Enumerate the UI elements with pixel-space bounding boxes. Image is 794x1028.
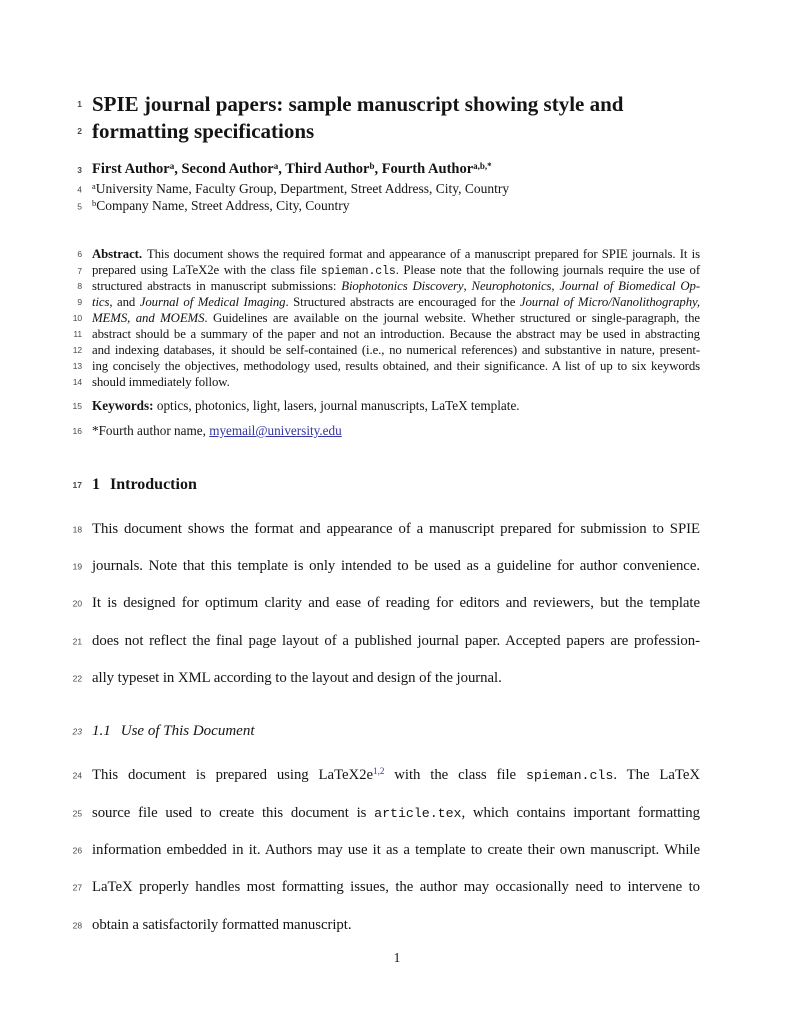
- line-number: 5: [77, 201, 82, 211]
- text-segment: structured abstracts in manuscript submissions:: [92, 279, 342, 293]
- line-content: [92, 342, 700, 358]
- code-text: article.tex: [374, 806, 462, 821]
- manuscript-line: [72, 594, 700, 613]
- text-segment: prepared using LaTeX2e with the class file: [92, 263, 321, 277]
- text-segment: Company Name, Street Address, City, Country: [96, 198, 350, 213]
- line-number: 1: [77, 99, 82, 109]
- text-segment: journals. Note that this template is only intended to be used as a guideline for author convenience.: [92, 558, 700, 574]
- line-number: 11: [73, 329, 82, 339]
- line-number: 12: [72, 345, 82, 355]
- text-segment: 1: [92, 476, 100, 493]
- manuscript-line: [77, 246, 700, 262]
- line-content: [92, 916, 700, 935]
- line-content: [92, 246, 700, 262]
- text-segment: Abstract.: [92, 247, 142, 261]
- citation-link[interactable]: 1,2: [373, 766, 385, 777]
- line-content: [92, 197, 700, 216]
- line-content: [92, 91, 700, 117]
- superscript: a: [169, 160, 175, 171]
- line-content: [92, 310, 700, 326]
- text-segment: . The LaTeX: [613, 767, 700, 783]
- manuscript-line: [77, 197, 700, 216]
- text-segment: ,: [463, 279, 472, 293]
- email-link[interactable]: myemail@university.edu: [209, 423, 342, 438]
- text-segment: This document is prepared using LaTeX2e: [92, 767, 374, 783]
- manuscript-line: [72, 475, 700, 495]
- line-content: [92, 669, 700, 688]
- text-segment: Introduction: [110, 476, 197, 493]
- text-segment: , Fourth Author: [374, 161, 474, 177]
- line-content: [92, 374, 700, 390]
- line-content: [92, 398, 700, 414]
- text-segment: 1.1: [92, 723, 111, 739]
- line-number: 20: [72, 598, 82, 608]
- text-segment: obtain a satisfactorily formatted manuscript.: [92, 917, 352, 933]
- line-content: [92, 766, 700, 786]
- text-segment: source file used to create this document is: [92, 805, 375, 821]
- line-number: 7: [77, 266, 82, 276]
- manuscript-line: [72, 557, 700, 576]
- superscript: a: [273, 160, 279, 171]
- line-number: 24: [72, 770, 82, 781]
- manuscript-line: [73, 326, 700, 342]
- text-segment: ally typeset in XML according to the layout and design of the journal.: [92, 670, 502, 686]
- line-number: 19: [72, 561, 82, 571]
- line-content: [92, 557, 700, 576]
- manuscript-line: [72, 766, 700, 786]
- text-segment: University Name, Faculty Group, Department, Street Address, City, Country: [95, 181, 510, 196]
- text-segment: . Guidelines are available on the journal website. Whether structured or single-paragraph, the: [204, 311, 701, 325]
- manuscript-line: [72, 520, 700, 539]
- line-content: [92, 804, 700, 823]
- line-number: 4: [77, 184, 82, 194]
- manuscript-line: [72, 841, 700, 860]
- line-number: 13: [72, 361, 82, 371]
- line-number: 23: [72, 726, 82, 736]
- superscript: a: [92, 181, 96, 191]
- line-content: [92, 326, 700, 342]
- line-number: 16: [72, 426, 82, 436]
- text-segment: LaTeX properly handles most formatting issues, the author may occasionally need to intervene to: [92, 879, 700, 895]
- text-segment: Journal of Biomedical Op-: [559, 279, 700, 293]
- manuscript-line: [72, 916, 700, 935]
- line-content: [92, 278, 700, 294]
- text-segment: with the class file: [384, 767, 526, 783]
- line-content: [92, 520, 700, 539]
- line-number: 28: [72, 920, 82, 930]
- line-number: 21: [72, 636, 82, 646]
- text-segment: This document shows the required format and appearance of a manuscript prepared for SPIE journals. It is: [146, 247, 700, 261]
- line-content: [92, 632, 700, 651]
- superscript: a,b,*: [473, 160, 492, 171]
- manuscript-line: [77, 294, 700, 310]
- manuscript-line: [72, 632, 700, 651]
- manuscript-line: [72, 358, 700, 374]
- text-segment: . Structured abstracts are encouraged for the: [285, 295, 520, 309]
- text-segment: does not reflect the final page layout of a published journal paper. Accepted papers are profession-: [92, 633, 700, 649]
- line-number: 3: [77, 164, 82, 175]
- text-segment: formatting specifications: [92, 119, 315, 143]
- manuscript-line: [72, 722, 700, 741]
- manuscript-line: [72, 374, 700, 390]
- line-number: 25: [72, 808, 82, 818]
- line-number: 18: [72, 524, 82, 534]
- manuscript-line: [77, 118, 700, 144]
- text-segment: , which contains important formatting: [461, 805, 700, 821]
- line-number: 2: [77, 126, 82, 136]
- superscript: b: [92, 198, 97, 208]
- line-number: 14: [72, 377, 82, 387]
- text-segment: , Second Author: [174, 161, 274, 177]
- line-content: [92, 594, 700, 613]
- manuscript-line: [72, 310, 701, 326]
- line-content: [92, 160, 700, 179]
- manuscript-line: [77, 278, 700, 294]
- text-segment: SPIE journal papers: sample manuscript showing style and: [92, 92, 624, 116]
- text-segment: Use of This Document: [120, 723, 255, 739]
- manuscript-line: [72, 669, 700, 688]
- line-content: [92, 475, 700, 495]
- manuscript-line: [77, 160, 700, 179]
- text-segment: ,: [551, 279, 560, 293]
- line-content: [92, 118, 700, 144]
- line-number: 10: [72, 313, 82, 323]
- text-segment: . Please note that the following journals require the use of: [395, 263, 700, 277]
- text-segment: , and: [109, 295, 140, 309]
- text-segment: It is designed for optimum clarity and ease of reading for editors and reviewers, but the template: [92, 595, 700, 611]
- text-segment: tics: [92, 295, 110, 309]
- line-content: [92, 423, 700, 439]
- line-number: 17: [72, 480, 82, 490]
- line-content: [92, 294, 700, 310]
- line-number: 15: [72, 401, 82, 411]
- code-text: spieman.cls: [525, 768, 614, 783]
- manuscript-line: [72, 398, 700, 414]
- text-segment: Journal of Medical Imaging: [139, 295, 286, 309]
- manuscript-line: [72, 804, 700, 823]
- text-segment: Biophotonics Discovery: [341, 279, 464, 293]
- page-number: 1: [393, 950, 401, 965]
- text-segment: , Third Author: [278, 161, 370, 177]
- line-number: 22: [72, 673, 82, 683]
- line-content: [92, 841, 700, 860]
- manuscript-line: [72, 423, 700, 439]
- manuscript-line: [77, 91, 700, 117]
- text-segment: information embedded in it. Authors may use it as a template to create their own manuscript. While: [92, 842, 700, 858]
- text-segment: *Fourth author name,: [92, 423, 210, 438]
- text-segment: abstract should be a summary of the paper and not an introduction. Because the abstract may be used in abstracting: [92, 327, 700, 341]
- text-segment: This document shows the format and appearance of a manuscript prepared for submission to SPIE: [92, 521, 700, 537]
- line-number: 9: [77, 297, 82, 307]
- code-text: spieman.cls: [320, 265, 396, 278]
- text-segment: Journal of Micro/Nanolithography,: [519, 295, 700, 309]
- manuscript-line: [72, 342, 700, 358]
- line-number: 26: [72, 845, 82, 855]
- line-content: [92, 358, 700, 374]
- line-content: [92, 878, 700, 897]
- line-content: [92, 722, 700, 741]
- text-segment: and indexing databases, it should be self-contained (i.e., no numerical references) and substantive in nature, present-: [92, 343, 700, 357]
- text-segment: optics, photonics, light, lasers, journal manuscripts, LaTeX template.: [153, 398, 520, 413]
- text-segment: ing concisely the objectives, methodology used, results obtained, and their significance. A list of up to six keywords: [92, 359, 700, 373]
- text-segment: First Author: [92, 161, 170, 177]
- text-segment: Neurophotonics: [471, 279, 552, 293]
- line-number: 27: [72, 882, 82, 892]
- text-segment: Keywords:: [92, 398, 154, 413]
- line-number: 8: [77, 281, 82, 291]
- line-number: 6: [77, 249, 82, 259]
- text-segment: should immediately follow.: [92, 375, 230, 389]
- superscript: b: [369, 160, 375, 171]
- text-segment: MEMS, and MOEMS: [92, 311, 205, 325]
- manuscript-line: [72, 878, 700, 897]
